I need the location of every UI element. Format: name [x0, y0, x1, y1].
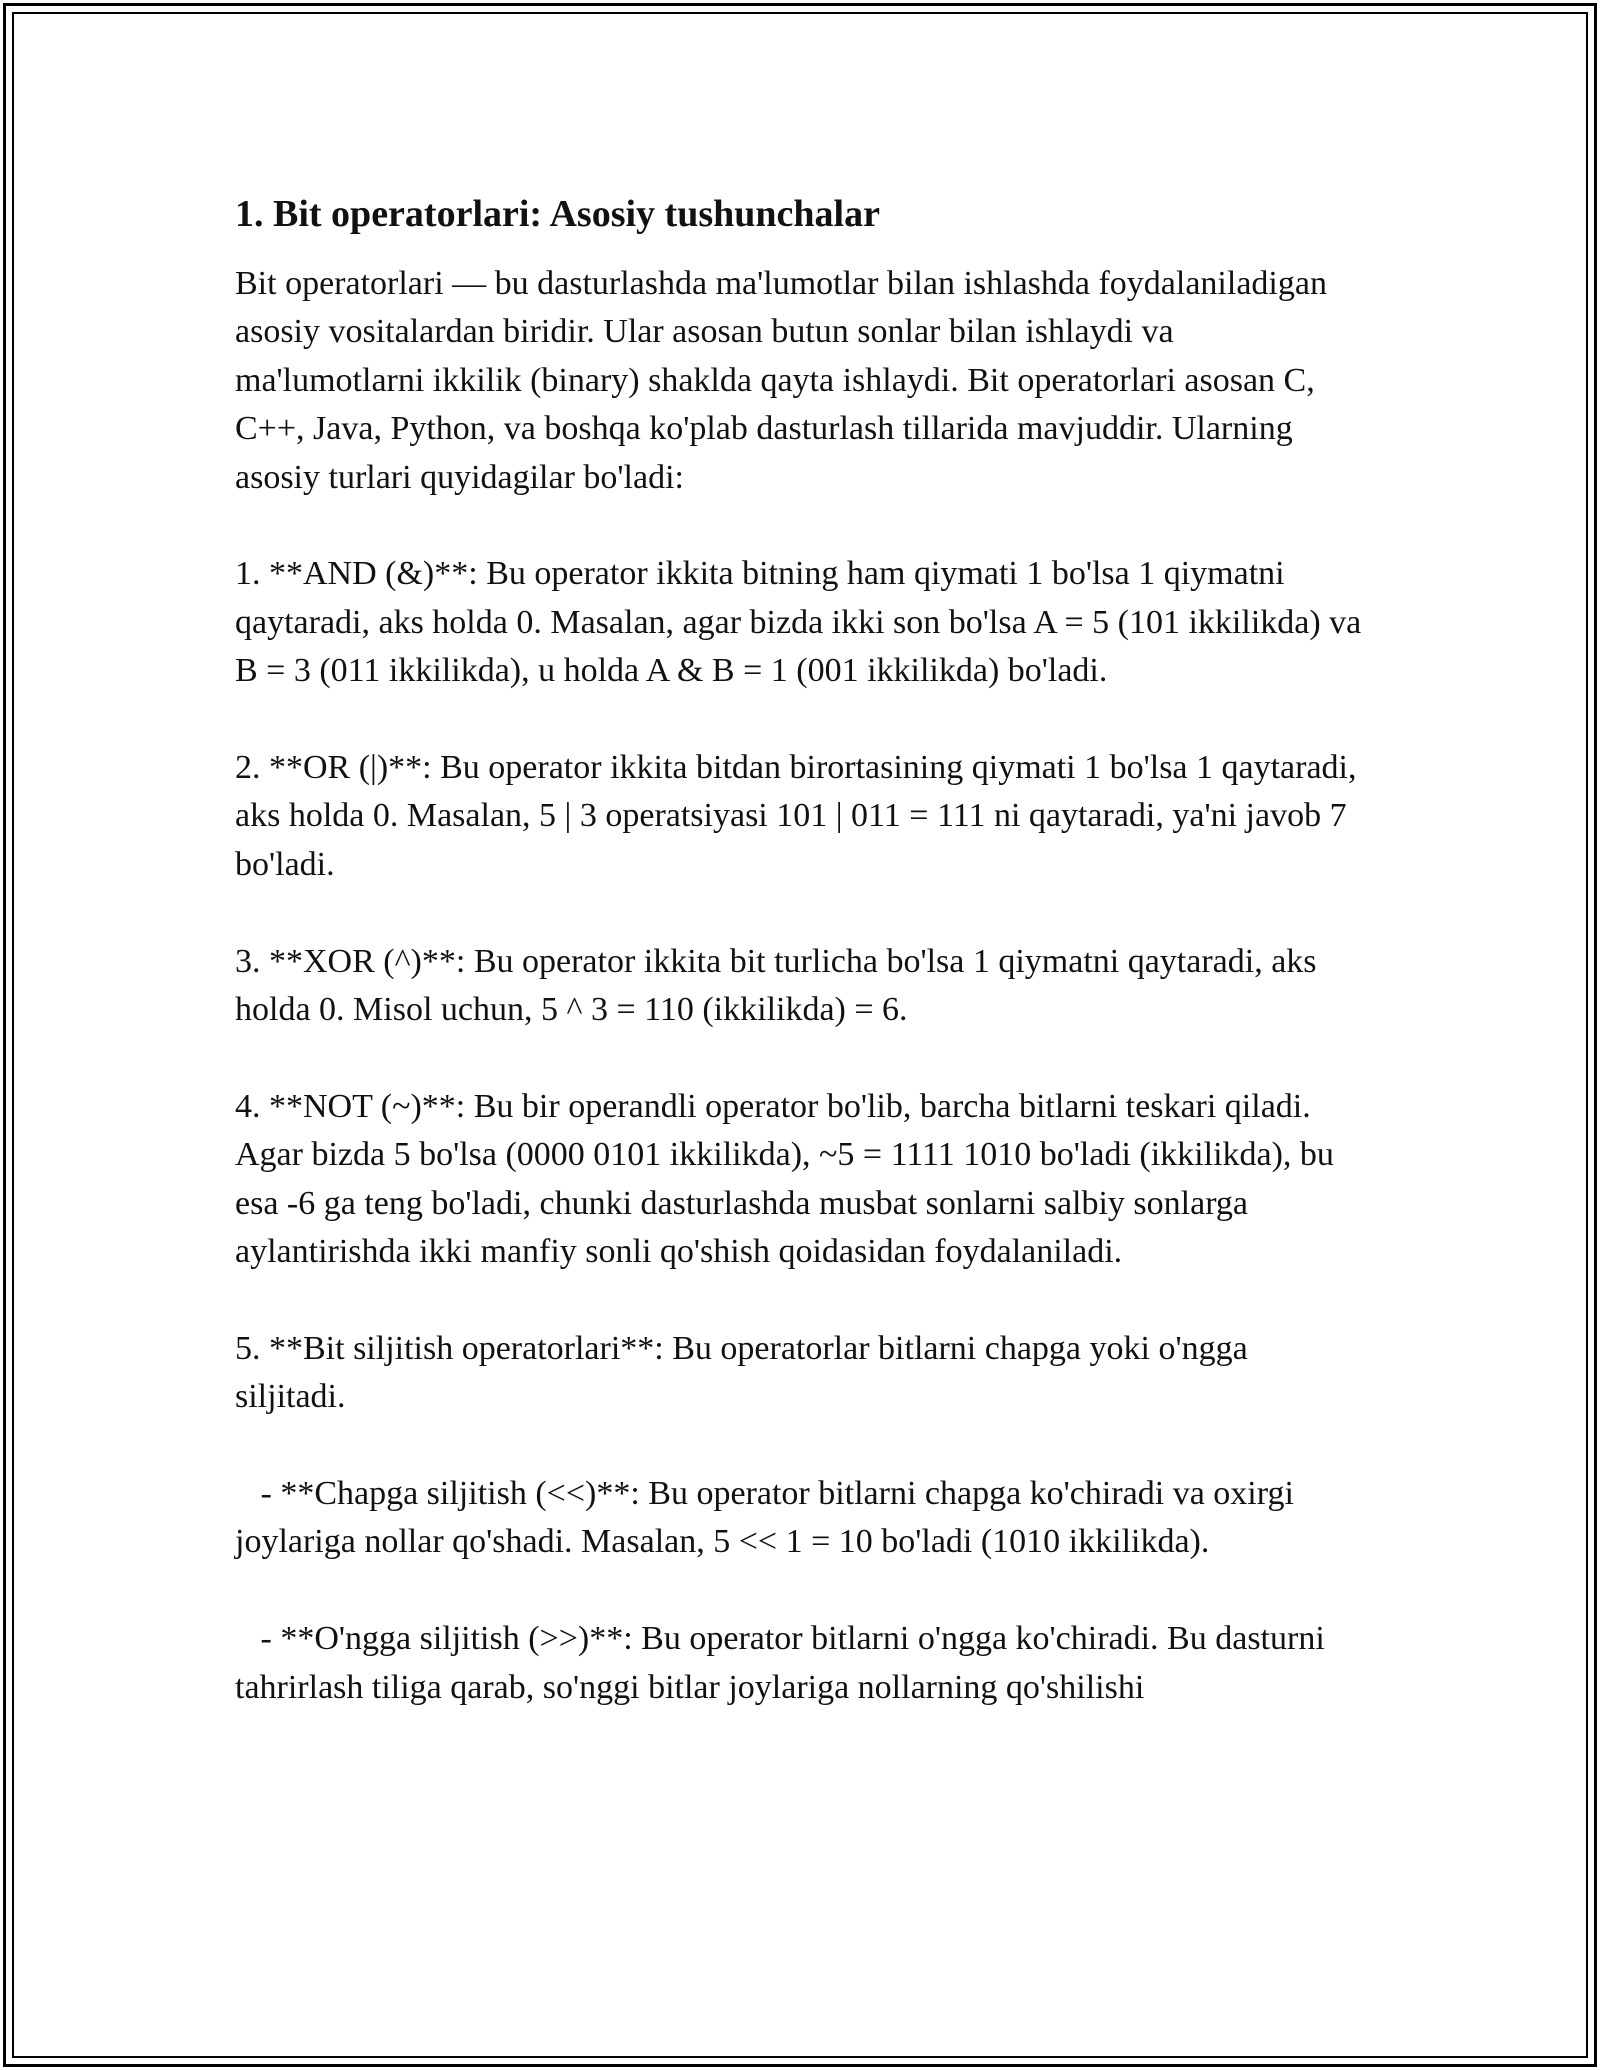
intro-paragraph: Bit operatorlari — bu dasturlashda ma'lumotlar bilan ishlashda foydalaniladigan asosiy vositalardan biridir. Ular asosan butun sonlar bilan ishlaydi va ma'lumotlarni ikkilik (binary) shaklda qayta ishlaydi. Bit operatorlari asosan C, C++, Java, Python, va boshqa ko'plab dasturlash tillarida mavjuddir. Ularning asosiy turlari quyidagilar bo'ladi: — [235, 265, 1336, 496]
xor-operator-paragraph: 3. **XOR (^)**: Bu operator ikkita bit turlicha bo'lsa 1 qiymatni qaytaradi, aks holda 0. Misol uchun, 5 ^ 3 = 110 (ikkilikda) = 6. — [235, 942, 1326, 1029]
paragraph-spacer — [235, 696, 1365, 744]
paragraph-spacer — [235, 889, 1365, 937]
document-body — [235, 186, 1370, 1712]
section-title: 1. Bit operatorlari: Asosiy tushunchalar — [235, 193, 880, 235]
shift-operators-paragraph: 5. **Bit siljitish operatorlari**: Bu operatorlar bitlarni chapga yoki o'ngga siljitadi. — [235, 1329, 1257, 1416]
paragraph-spacer — [235, 1034, 1365, 1082]
and-operator-paragraph: 1. **AND (&)**: Bu operator ikkita bitning ham qiymati 1 bo'lsa 1 qiymatni qaytaradi, aks holda 0. Masalan, agar bizda ikki son bo'lsa A = 5 (101 ikkilikda) va B = 3 (011 ikkilikda), u holda A & B = 1 (001 ikkilikda) bo'ladi. — [235, 555, 1370, 690]
paragraph-spacer — [235, 1567, 1365, 1615]
paragraph-spacer — [235, 502, 1365, 550]
paragraph-spacer — [235, 1276, 1365, 1324]
or-operator-paragraph: 2. **OR (|)**: Bu operator ikkita bitdan birortasining qiymati 1 bo'lsa 1 qaytaradi, aks holda 0. Masalan, 5 | 3 operatsiyasi 101 | 011 = 111 ni qaytaradi, ya'ni javob 7 bo'ladi. — [235, 749, 1366, 883]
not-operator-paragraph: 4. **NOT (~)**: Bu bir operandli operator bo'lib, barcha bitlarni teskari qiladi. Agar bizda 5 bo'lsa (0000 0101 ikkilikda), ~5 = 1111 1010 bo'ladi (ikkilikda), bu esa -6 ga teng bo'ladi, chunki dasturlashda musbat sonlarni salbiy sonlarga aylantirishda ikki manfiy sonli qo'shish qoidasidan foydalaniladi. — [235, 1087, 1343, 1271]
left-shift-paragraph: - **Chapga siljitish (<<)**: Bu operator bitlarni chapga ko'chiradi va oxirgi joylariga nollar qo'shadi. Masalan, 5 << 1 = 10 bo'ladi (1010 ikkilikda). — [235, 1475, 1303, 1561]
right-shift-paragraph: - **O'ngga siljitish (>>)**: Bu operator bitlarni o'ngga ko'chiradi. Bu dasturni tahrirlash tiliga qarab, so'nggi bitlar joylariga nollarning qo'shilishi — [235, 1620, 1334, 1706]
paragraph-spacer — [235, 1422, 1365, 1470]
